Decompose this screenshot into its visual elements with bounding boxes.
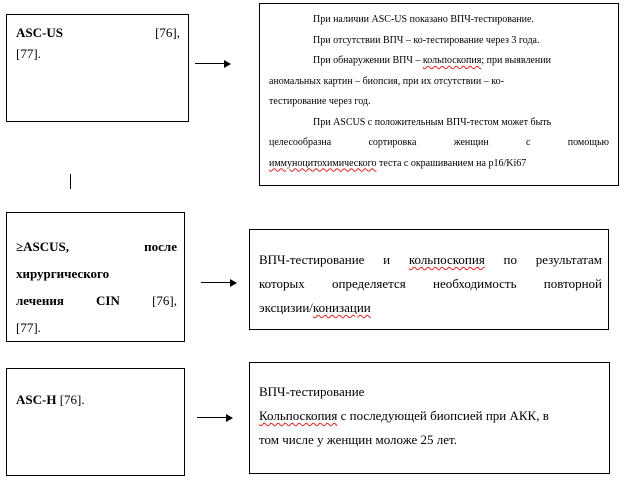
rec-line: теста с окрашиванием на p16/Ki67 — [376, 157, 527, 169]
rec-line: При ASCUS с положительным ВПЧ-тестом может быть — [313, 116, 552, 128]
post-treatment-recommendation-box — [249, 229, 609, 330]
ascus-term: ASC-US — [16, 25, 63, 40]
rec-line: ; при выявлении — [481, 55, 551, 66]
ascus-ref-2: [77]. — [16, 46, 41, 61]
rec2-term-colposcopy: кольпоскопия — [408, 252, 485, 267]
rec2-text: ВПЧ-тестирование и — [259, 252, 409, 267]
rec2-term-conization: конизации — [312, 300, 371, 315]
connector-mark — [70, 174, 71, 189]
post-treatment-ref-2: [77]. — [16, 320, 41, 335]
ascus-box — [6, 14, 189, 122]
rec3-text: том числе у женщин моложе 25 лет. — [259, 432, 457, 447]
rec-line: аномальных картин – биопсия, при их отсутствии – ко- — [269, 75, 504, 87]
post-treatment-word: хирургического — [16, 266, 110, 281]
post-treatment-ref-1: [76], — [152, 293, 177, 308]
post-treatment-box — [6, 212, 185, 342]
ascus-recommendation-box — [259, 3, 619, 186]
rec-line: При отсутствии ВПЧ – ко-тестирование через 3 года. — [313, 34, 540, 46]
arrow-right-icon — [197, 414, 233, 422]
asch-recommendation-box — [249, 362, 610, 474]
arrow-right-icon — [201, 279, 237, 287]
rec-line: тестирование через год. — [269, 96, 371, 107]
rec3-text: ВПЧ-тестирование — [259, 384, 365, 399]
arrow-right-icon — [195, 60, 231, 68]
rec2-text: эксцизии/ — [259, 300, 313, 315]
asch-box — [6, 368, 185, 476]
rec3-text: с последующей биопсией при АКК, в — [337, 408, 549, 423]
post-treatment-word: CIN — [96, 293, 120, 308]
asch-ref: [76]. — [56, 392, 85, 407]
ascus-ref-1: [76], — [155, 25, 180, 40]
rec-term-immunocyto: иммуноцитохимического — [269, 157, 377, 169]
rec2-text: которых определяется необходимость повторной — [259, 276, 602, 291]
rec2-text: по результатам — [484, 252, 602, 267]
post-treatment-word: лечения — [16, 293, 64, 308]
rec-line: целесообразна сортировка женщин с помощью — [269, 137, 609, 148]
asch-term: ASC-H — [16, 392, 57, 407]
post-treatment-term: ≥ASCUS, — [16, 239, 70, 254]
rec3-term-colposcopy: Кольпоскопия — [259, 408, 338, 423]
rec-term-colposcopy: кольпоскопия — [422, 55, 482, 66]
rec-line: При обнаружении ВПЧ – — [313, 55, 423, 66]
rec-line: При наличии ASC-US показано ВПЧ-тестирование. — [313, 14, 534, 25]
post-treatment-word: после — [144, 239, 177, 254]
